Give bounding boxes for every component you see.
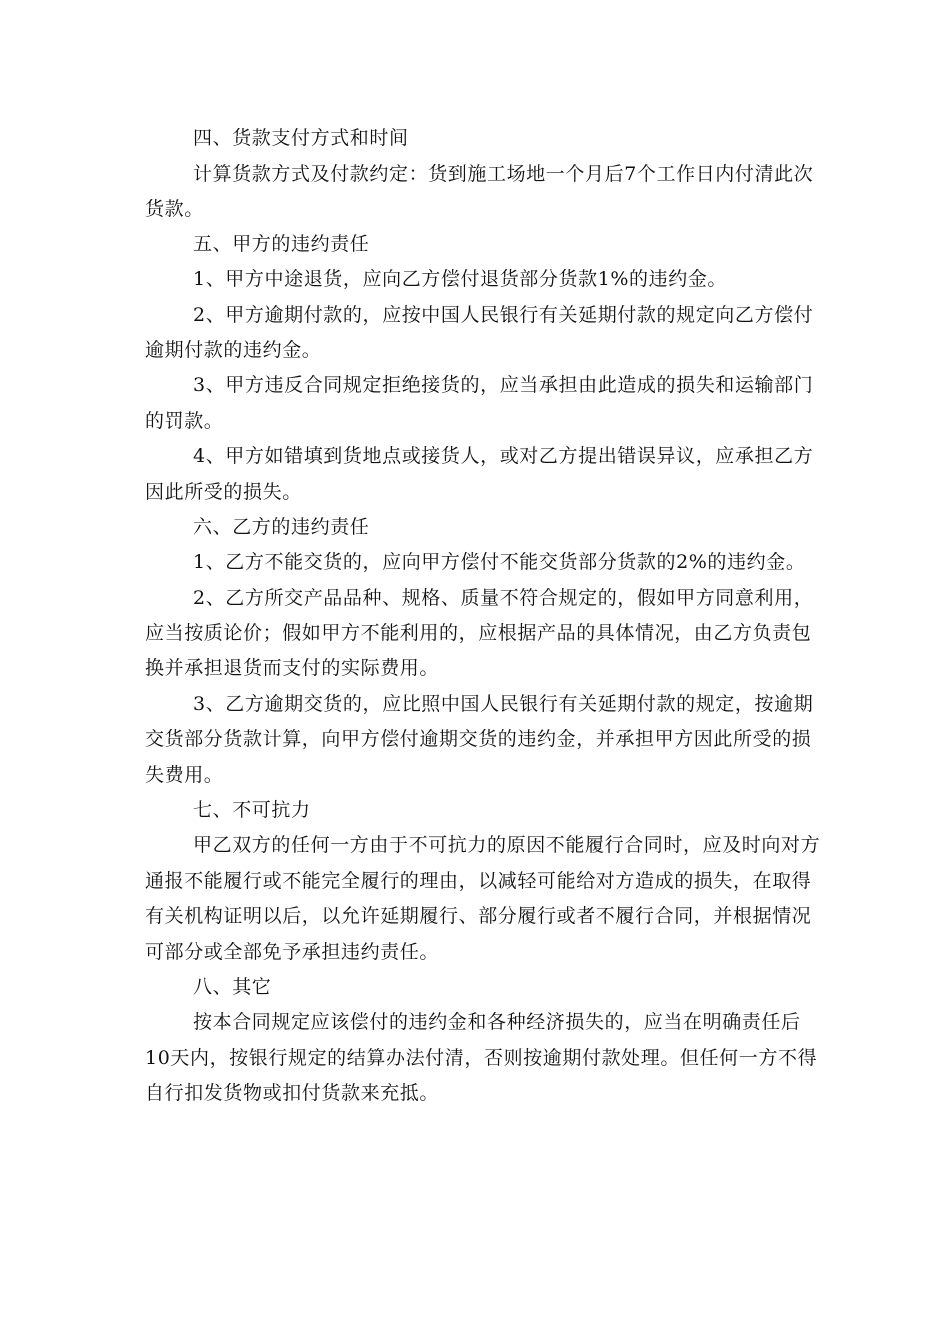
paragraph-line: 4、甲方如错填到货地点或接货人，或对乙方提出错误异议，应承担乙方 [193, 445, 814, 467]
paragraph-line: 失费用。 [145, 764, 224, 786]
section-heading: 八、其它 [193, 976, 272, 998]
paragraph-line: 换并承担退货而支付的实际费用。 [145, 657, 440, 679]
paragraph-line: 有关机构证明以后，以允许延期履行、部分履行或者不履行合同，并根据情况 [145, 905, 812, 927]
section-heading: 六、乙方的违约责任 [193, 516, 370, 538]
section-heading: 五、甲方的违约责任 [193, 233, 370, 255]
paragraph-line: 2、乙方所交产品品种、规格、质量不符合规定的，假如甲方同意利用， [193, 587, 814, 609]
paragraph-line: 交货部分货款计算，向甲方偿付逾期交货的违约金，并承担甲方因此所受的损 [145, 728, 812, 750]
paragraph-line: 3、乙方逾期交货的，应比照中国人民银行有关延期付款的规定，按逾期 [193, 693, 814, 715]
paragraph-line: 甲乙双方的任何一方由于不可抗力的原因不能履行合同时，应及时向对方 [193, 834, 821, 856]
paragraph-line: 应当按质论价；假如甲方不能利用的，应根据产品的具体情况，由乙方负责包 [145, 622, 812, 644]
paragraph-line: 2、甲方逾期付款的，应按中国人民银行有关延期付款的规定向乙方偿付 [193, 304, 814, 326]
paragraph-line: 货款。 [145, 198, 204, 220]
paragraph-line: 自行扣发货物或扣付货款来充抵。 [145, 1082, 440, 1104]
paragraph-line: 计算货款方式及付款约定：货到施工场地一个月后7个工作日内付清此次 [193, 163, 814, 185]
paragraph-line: 通报不能履行或不能完全履行的理由，以减轻可能给对方造成的损失，在取得 [145, 870, 812, 892]
paragraph-line: 10天内，按银行规定的结算办法付清，否则按逾期付款处理。但任何一方不得 [145, 1047, 818, 1069]
section-heading: 七、不可抗力 [193, 799, 311, 821]
section-heading: 四、货款支付方式和时间 [193, 127, 409, 149]
paragraph-line: 1、甲方中途退货，应向乙方偿付退货部分货款1%的违约金。 [193, 268, 728, 290]
paragraph-line: 按本合同规定应该偿付的违约金和各种经济损失的，应当在明确责任后 [193, 1011, 801, 1033]
paragraph-line: 逾期付款的违约金。 [145, 339, 322, 361]
paragraph-line: 的罚款。 [145, 410, 224, 432]
paragraph-line: 因此所受的损失。 [145, 481, 302, 503]
paragraph-line: 可部分或全部免予承担违约责任。 [145, 941, 440, 963]
paragraph-line: 1、乙方不能交货的，应向甲方偿付不能交货部分货款的2%的违约金。 [193, 551, 806, 573]
paragraph-line: 3、甲方违反合同规定拒绝接货的，应当承担由此造成的损失和运输部门 [193, 374, 814, 396]
